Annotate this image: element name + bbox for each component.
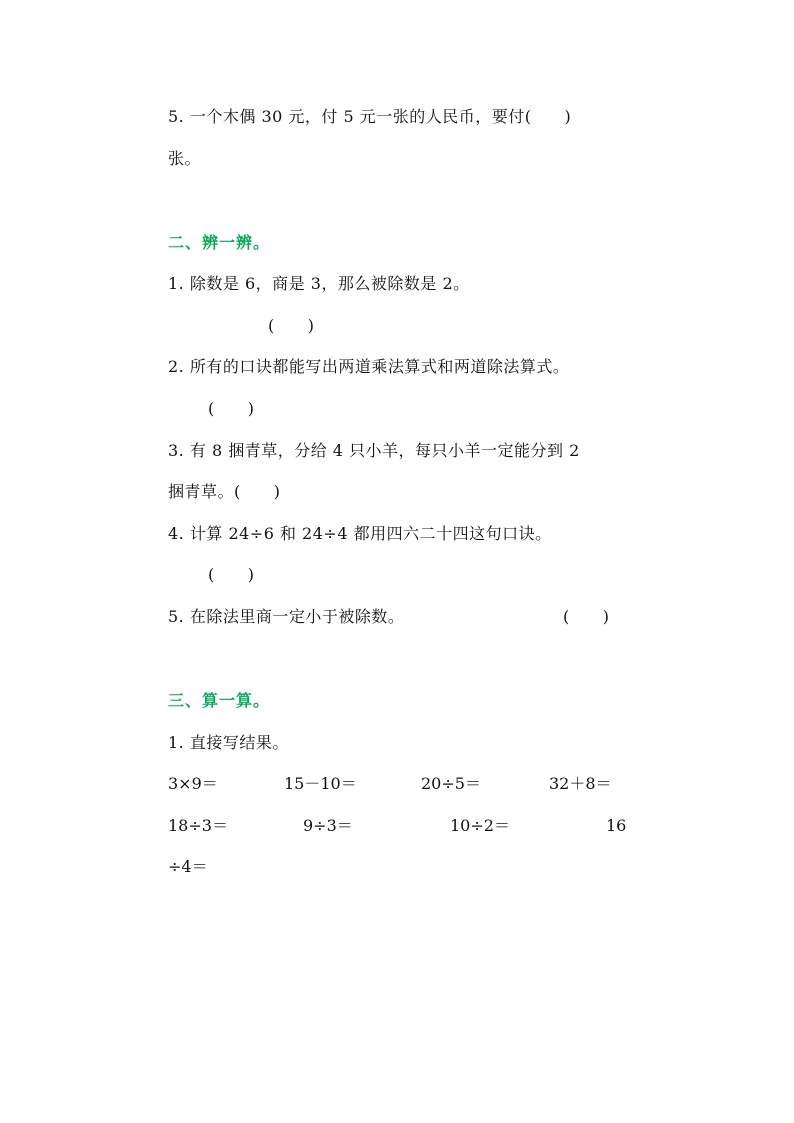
calc-item[interactable]: 18÷3＝ bbox=[168, 816, 228, 835]
calc-item[interactable]: 9÷3＝ bbox=[303, 816, 353, 835]
calc-item-continued[interactable]: ÷4＝ bbox=[168, 857, 208, 876]
judge-question-4-answer-blank[interactable]: ( ) bbox=[208, 565, 255, 584]
judge-question-1-answer-blank[interactable]: ( ) bbox=[268, 316, 315, 335]
judge-question-2: 2. 所有的口诀都能写出两道乘法算式和两道除法算式。 bbox=[168, 357, 570, 376]
question-5-line-1: 5. 一个木偶 30 元，付 5 元一张的人民币，要付( ) bbox=[168, 107, 572, 126]
judge-question-1: 1. 除数是 6，商是 3，那么被除数是 2。 bbox=[168, 274, 470, 293]
judge-question-5-answer-blank[interactable]: ( ) bbox=[563, 607, 610, 626]
calc-item[interactable]: 3×9＝ bbox=[168, 774, 218, 793]
judge-question-5: 5. 在除法里商一定小于被除数。 bbox=[168, 607, 405, 626]
judge-question-3-line-2: 捆青草。( ) bbox=[168, 482, 281, 501]
calc-subheading: 1. 直接写结果。 bbox=[168, 733, 289, 752]
calc-item[interactable]: 32＋8＝ bbox=[549, 774, 612, 793]
section-heading-judge: 二、辨一辨。 bbox=[168, 233, 271, 252]
judge-question-2-answer-blank[interactable]: ( ) bbox=[208, 399, 255, 418]
judge-question-3-line-1: 3. 有 8 捆青草，分给 4 只小羊，每只小羊一定能分到 2 bbox=[168, 441, 580, 460]
section-heading-calculate: 三、算一算。 bbox=[168, 691, 271, 710]
judge-question-4: 4. 计算 24÷6 和 24÷4 都用四六二十四这句口诀。 bbox=[168, 524, 552, 543]
question-5-line-2: 张。 bbox=[168, 149, 202, 168]
calc-item[interactable]: 10÷2＝ bbox=[450, 816, 510, 835]
calc-item[interactable]: 16 bbox=[606, 816, 627, 835]
calc-item[interactable]: 15－10＝ bbox=[284, 774, 357, 793]
calc-item[interactable]: 20÷5＝ bbox=[421, 774, 481, 793]
